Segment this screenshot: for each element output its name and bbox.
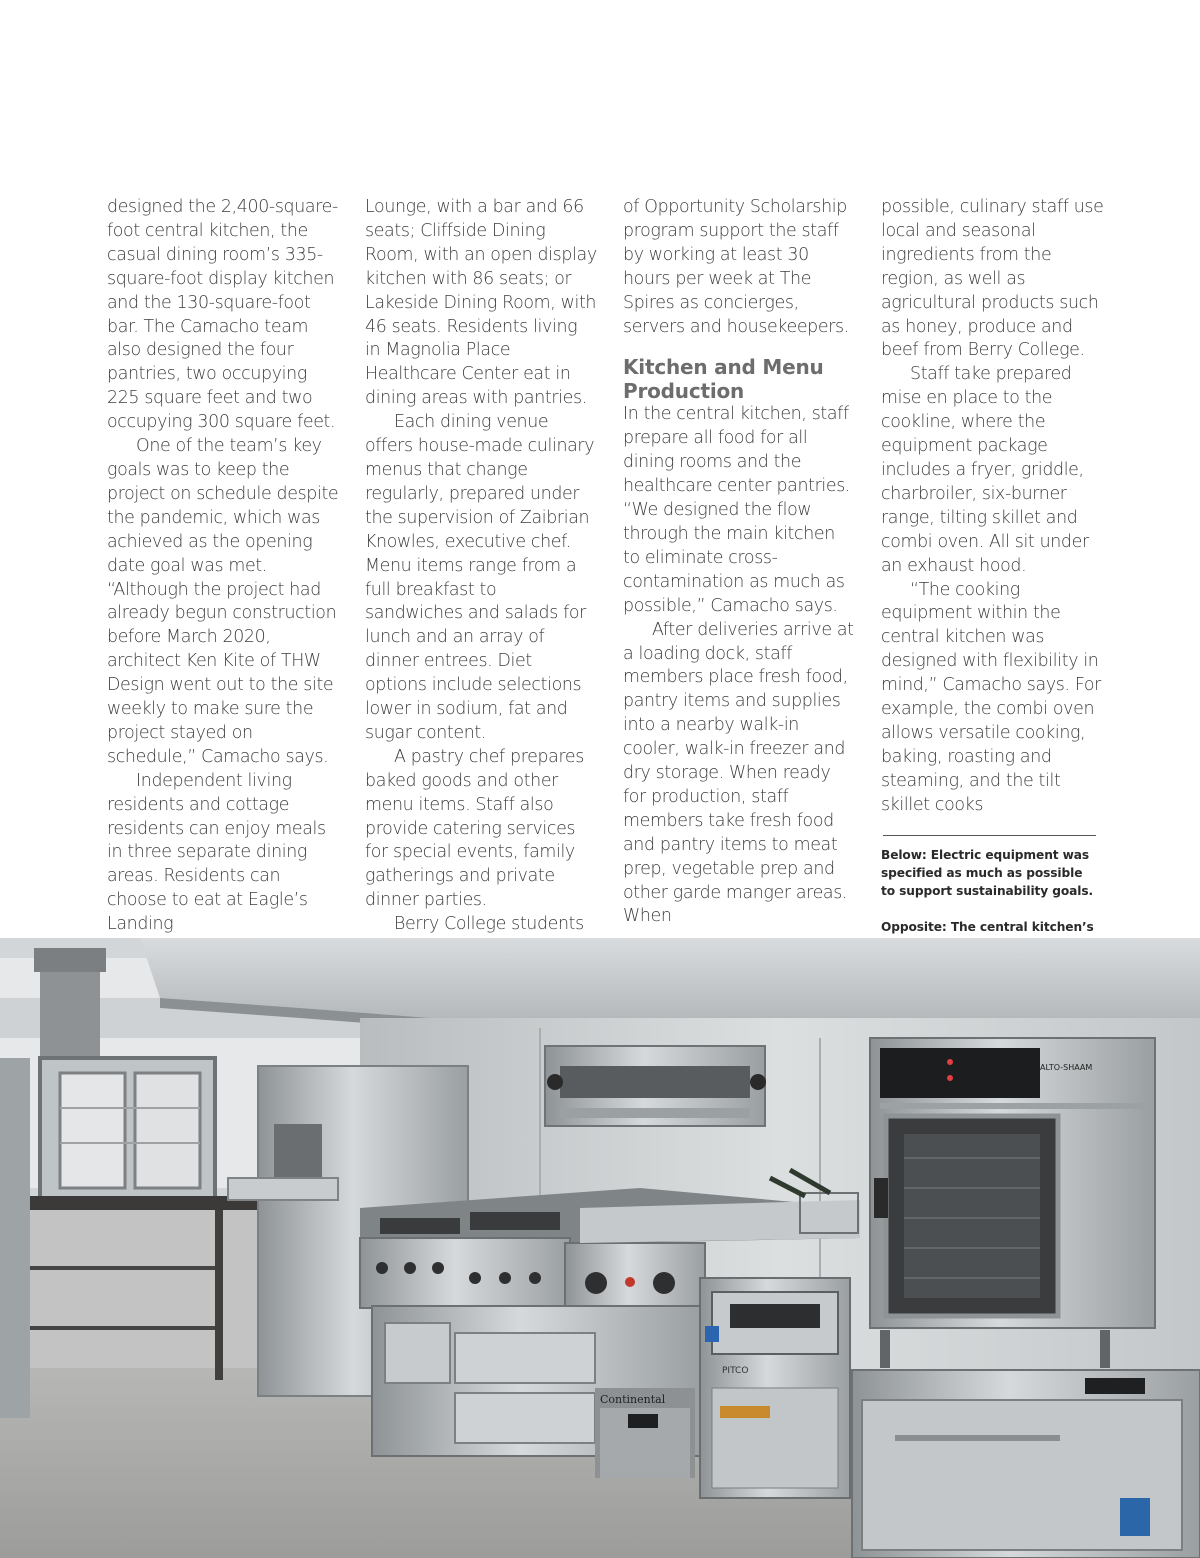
paragraph: One of the team’s key goals was to keep the project on schedule despite the pandemic, which was achieved as the opening date goal was met. “Although the project had already begun construction before March 2020, architect Ken Kite of THW Design went out to the site weekly to make sure the project stayed on schedule,” Camacho says. (107, 436, 339, 767)
section-heading: Kitchen and Menu Production (623, 355, 824, 404)
paragraph: After deliveries arrive at a loading dock, staff members place fresh food, pantry items and supplies into a nearby walk-in cooler, walk-in freezer and dry storage. When ready for production, staff members take fresh food and pantry items to meat prep, vegetable prep and other garde manger areas. When (623, 619, 854, 927)
combi-oven-brand-label: ALTO-SHAAM (1040, 1063, 1093, 1072)
paragraph: Staff take prepared mise en place to the cookline, where the equipment package includes a fryer, griddle, charbroiler, six-burner range, tilting skillet and combi oven. All sit under an exhaust hood. (881, 364, 1089, 576)
paragraph: designed the 2,400-square-foot central kitchen, the casual dining room’s 335-square-foot display kitchen and the 130-square-foot bar. The Camacho team also designed the four pantries, two occupying 225 square feet and two occupying 300 square feet. (107, 197, 338, 433)
photo-caption-opposite: Opposite: The central kitchen’s (881, 919, 1094, 934)
article-column-4 (881, 196, 1113, 1026)
continental-label: Continental (600, 1393, 666, 1406)
fryer-brand-label: PITCO (722, 1366, 749, 1376)
paragraph: Each dining venue offers house-made culinary menus that change regularly, prepared under the supervision of Zaibrian Knowles, executive chef. Menu items range from a full breakfast to sandwiches and salads for lunch and an array of dinner entrees. Diet options include selections lower in sodium, fat and sugar content. (365, 412, 595, 743)
article-column-1 (107, 196, 339, 937)
paragraph: In the central kitchen, staff prepare all food for all dining rooms and the healthcare center pantries. “We designed the flow through the main kitchen to eliminate cross-contamination as much as possible,” Camacho says. (623, 404, 851, 616)
photo-caption-below: Below: Electric equipment was specified as much as possible to support sustainability goals. (881, 847, 1094, 898)
kitchen-photo (0, 938, 1200, 1558)
article-column-2 (365, 196, 597, 961)
paragraph: “The cooking equipment within the central kitchen was designed with flexibility in mind,” Camacho says. For example, the combi oven allows versatile cooking, baking, roasting and steaming, and the tilt skillet cooks (881, 579, 1101, 815)
paragraph: Independent living residents and cottage residents can enjoy meals in three separate dining areas. Residents can choose to eat at Eagle’s Landing (107, 770, 326, 935)
article-column-3 (623, 196, 855, 929)
caption-divider (883, 835, 1096, 836)
paragraph: Lounge, with a bar and 66 seats; Cliffside Dining Room, with an open display kitchen with 86 seats; or Lakeside Dining Room, with 46 seats. Residents living in Magnolia Place Healthcare Center eat in dining areas with pantries. (365, 197, 597, 409)
paragraph: A pastry chef prepares baked goods and other menu items. Staff also provide catering services for special events, family gatherings and private dinner parties. (365, 746, 584, 911)
paragraph: of Opportunity Scholarship program support the staff by working at least 30 hours per week at The Spires as concierges, servers and housekeepers. (623, 197, 849, 337)
paragraph: Berry College students (394, 914, 584, 935)
paragraph: possible, culinary staff use local and seasonal ingredients from the region, as well as agricultural products such as honey, produce and beef from Berry College. (881, 197, 1104, 361)
